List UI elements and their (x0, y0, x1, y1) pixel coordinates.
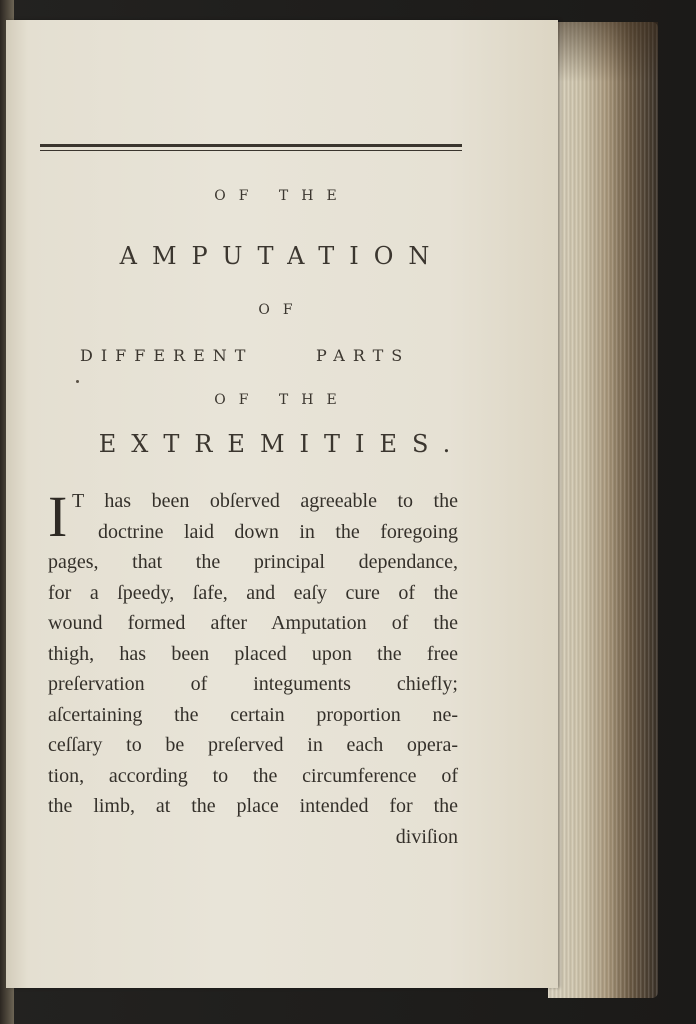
body-line-11: the limb, at the place intended for the (48, 795, 458, 817)
heading-amputation: AMPUTATION (119, 242, 445, 270)
body-line-7: preſervation of integuments chiefly; (48, 673, 458, 695)
body-line-10: tion, according to the circumference of (48, 764, 458, 787)
body-line-4: for a ſpeedy, ſafe, and eaſy cure of the (48, 581, 458, 604)
drop-cap: I (48, 484, 68, 549)
heading-different: DIFFERENT (80, 346, 254, 365)
heading-of-the-2: OF THE (214, 392, 350, 408)
body-paragraph (48, 486, 458, 852)
ink-fleck (76, 380, 79, 383)
catchword: diviſion (395, 825, 458, 848)
body-line-9: ceſſary to be preſerved in each opera- (48, 734, 458, 756)
body-line-3: pages, that the principal dependance, (48, 551, 458, 573)
book-page (6, 20, 558, 988)
page-edges (548, 22, 658, 998)
heading-parts: PARTS (316, 346, 411, 365)
heading-of: OF (258, 302, 306, 318)
body-line-5: wound formed after Amputation of the (48, 612, 458, 634)
body-line-1: T has been obſerved agreeable to the (72, 490, 458, 512)
header-rule-thick (40, 144, 462, 147)
heading-extremities: EXTREMITIES. (98, 430, 466, 458)
body-line-2: doctrine laid down in the foregoing (98, 520, 458, 543)
header-rule-thin (40, 150, 462, 151)
body-line-6: thigh, has been placed upon the free (48, 642, 458, 665)
body-line-8: aſcertaining the certain proportion ne- (48, 703, 458, 726)
heading-of-the: OF THE (214, 188, 350, 204)
